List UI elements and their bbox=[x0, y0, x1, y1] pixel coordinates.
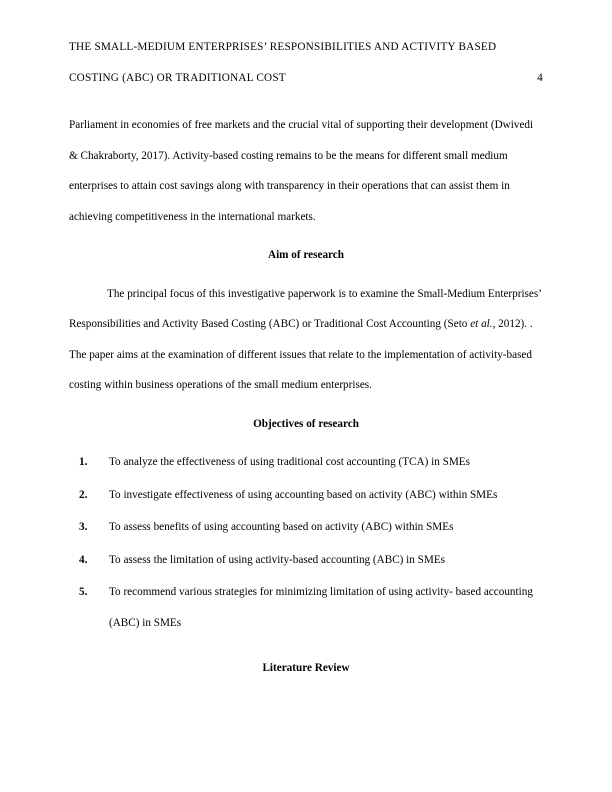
list-item bbox=[69, 545, 543, 576]
spacer bbox=[69, 439, 543, 447]
heading-literature-review: Literature Review bbox=[262, 662, 350, 674]
list-item-number: 5. bbox=[79, 586, 88, 598]
spacer bbox=[69, 640, 543, 653]
running-header-line-2 bbox=[69, 63, 543, 94]
running-header-line-2-text: COSTING (ABC) OR TRADITIONAL COST bbox=[69, 72, 286, 84]
paragraph-aim-part2: , 2012). . The paper aims at the examination of different issues that relate to the implementation of activity-based costing within business operations of the small medium enterprises. bbox=[69, 318, 533, 391]
list-item-text: To analyze the effectiveness of using traditional cost accounting (TCA) in SMEs bbox=[109, 456, 470, 468]
list-item-number: 3. bbox=[79, 521, 88, 533]
heading-aim-of-research: Aim of research bbox=[267, 249, 344, 261]
list-item-text: To assess the limitation of using activity-based accounting (ABC) in SMEs bbox=[109, 553, 446, 566]
paragraph-aim-citation-italic: et al. bbox=[470, 318, 493, 330]
list-item-text: To investigate effectiveness of using accounting based on activity (ABC) within SMEs bbox=[109, 488, 498, 501]
list-item bbox=[69, 447, 543, 478]
objectives-list bbox=[69, 447, 543, 638]
list-item-number: 4. bbox=[79, 553, 88, 566]
spacer bbox=[69, 232, 543, 240]
list-item-number: 1. bbox=[79, 456, 88, 468]
running-header-line-1: THE SMALL-MEDIUM ENTERPRISES’ RESPONSIBILITIES AND ACTIVITY BASED bbox=[69, 41, 497, 53]
paragraph-intro: Parliament in economies of free markets and the crucial vital of supporting their development (Dwivedi & Chakraborty, 2017). Activity-based costing remains to be the means for different small medium enterprises to attain cost savings along with transparency in their operations that can assist them in achieving competitiveness in the international markets. bbox=[69, 119, 534, 223]
list-item bbox=[69, 512, 543, 543]
spacer bbox=[69, 271, 543, 279]
paragraph-aim-part1: The principal focus of this investigative paperwork is to examine the Small-Medium Enterprises’ Responsibilities and Activity Based Costing (ABC) or Traditional Cost Accounting (Seto bbox=[69, 287, 542, 330]
list-item bbox=[69, 480, 543, 511]
body-content bbox=[69, 110, 543, 684]
list-item-number: 2. bbox=[79, 488, 88, 501]
list-item bbox=[69, 577, 543, 638]
paragraph-aim bbox=[69, 279, 543, 401]
page-content bbox=[69, 32, 543, 684]
spacer bbox=[69, 401, 543, 409]
list-item-text: To assess benefits of using accounting based on activity (ABC) within SMEs bbox=[109, 521, 454, 533]
heading-objectives-of-research: Objectives of research bbox=[253, 417, 359, 430]
page-number: 4 bbox=[537, 72, 543, 84]
list-item-text: To recommend various strategies for minimizing limitation of using activity- based accounting (ABC) in SMEs bbox=[109, 586, 533, 629]
